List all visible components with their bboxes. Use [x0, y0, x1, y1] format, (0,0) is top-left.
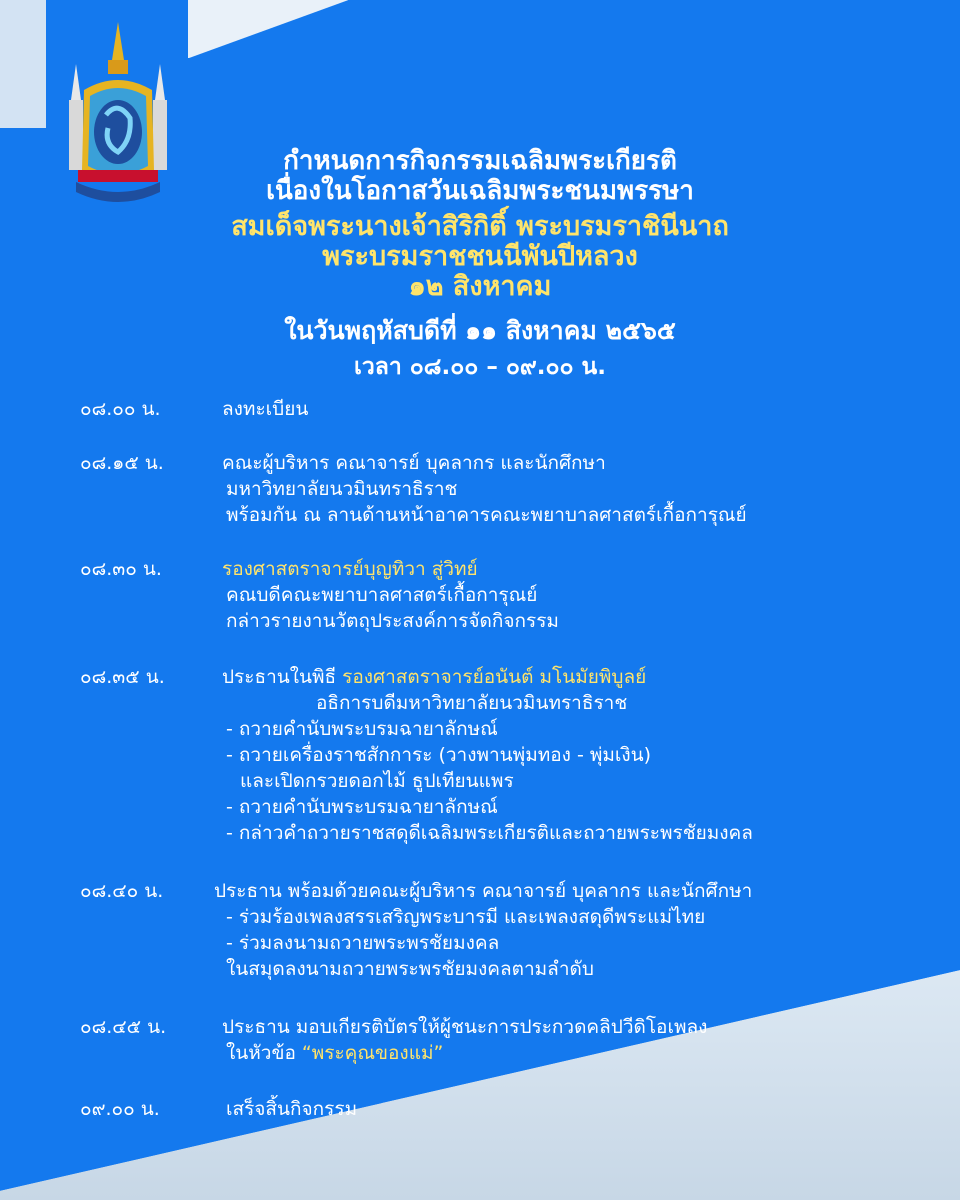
- title-line-4: พระบรมราชชนนีพันปีหลวง: [322, 241, 638, 272]
- schedule-time: ๐๘.๓๐ น.: [80, 558, 162, 580]
- schedule-president: รองศาสตราจารย์อนันต์ มโนมัยพิบูลย์: [342, 666, 647, 688]
- song-title: “พระคุณของแม่”: [301, 1042, 444, 1064]
- schedule-time: ๐๘.๐๐ น.: [80, 398, 161, 420]
- schedule-text: ประธาน มอบเกียรติบัตรให้ผู้ชนะการประกวดคลิปวีดิโอเพลง: [222, 1016, 708, 1038]
- schedule-text: - ถวายคำนับพระบรมฉายาลักษณ์: [226, 796, 498, 818]
- sky-corner-right: [188, 0, 348, 58]
- schedule-text: พร้อมกัน ณ ลานด้านหน้าอาคารคณะพยาบาลศาสตร์เกื้อการุณย์: [226, 504, 747, 526]
- schedule-text: ประธาน พร้อมด้วยคณะผู้บริหาร คณาจารย์ บุคลากร และนักศึกษา: [214, 880, 753, 902]
- schedule-text: - ร่วมร้องเพลงสรรเสริญพระบารมี และเพลงสดุดีพระแม่ไทย: [226, 906, 706, 928]
- sky-corner-left: [0, 0, 46, 128]
- event-time: เวลา ๐๘.๐๐ – ๐๙.๐๐ น.: [353, 354, 607, 380]
- event-date: ในวันพฤหัสบดีที่ ๑๑ สิงหาคม ๒๕๖๕: [284, 316, 676, 345]
- schedule-text: และเปิดกรวยดอกไม้ ธูปเทียนแพร: [240, 770, 514, 792]
- schedule-text: ลงทะเบียน: [222, 398, 309, 420]
- schedule-text: คณะผู้บริหาร คณาจารย์ บุคลากร และนักศึกษา: [222, 452, 606, 474]
- schedule-speaker: รองศาสตราจารย์บุญทิวา สู่วิทย์: [222, 558, 478, 580]
- schedule-time: ๐๙.๐๐ น.: [80, 1098, 160, 1120]
- schedule-text: ในสมุดลงนามถวายพระพรชัยมงคลตามลำดับ: [226, 958, 594, 980]
- schedule-text: ประธานในพิธี รองศาสตราจารย์อนันต์ มโนมัยพิบูลย์: [222, 666, 647, 688]
- schedule-time: ๐๘.๔๕ น.: [80, 1016, 167, 1038]
- schedule-text: มหาวิทยาลัยนวมินทราธิราช: [226, 478, 458, 500]
- title-line-1: กำหนดการกิจกรรมเฉลิมพระเกียรติ: [283, 146, 677, 176]
- schedule-text: - กล่าวคำถวายราชสดุดีเฉลิมพระเกียรติและถวายพระพรชัยมงคล: [226, 822, 753, 844]
- schedule-text: ในหัวข้อ “พระคุณของแม่”: [226, 1042, 444, 1064]
- schedule-text: คณบดีคณะพยาบาลศาสตร์เกื้อการุณย์: [226, 584, 538, 606]
- schedule-time: ๐๘.๔๐ น.: [80, 880, 164, 902]
- schedule-text: กล่าวรายงานวัตถุประสงค์การจัดกิจกรรม: [226, 610, 559, 632]
- schedule-time: ๐๘.๓๕ น.: [80, 666, 165, 688]
- title-line-3: สมเด็จพระนางเจ้าสิริกิติ์ พระบรมราชินีนาถ: [231, 211, 729, 242]
- title-line-5: ๑๒ สิงหาคม: [408, 271, 552, 302]
- schedule-time: ๐๘.๑๕ น.: [80, 452, 164, 474]
- schedule-text: - ร่วมลงนามถวายพระพรชัยมงคล: [226, 932, 500, 954]
- schedule-text: อธิการบดีมหาวิทยาลัยนวมินทราธิราช: [316, 692, 628, 714]
- schedule-text: - ถวายคำนับพระบรมฉายาลักษณ์: [226, 718, 498, 740]
- schedule-text: เสร็จสิ้นกิจกรรม: [226, 1098, 358, 1120]
- schedule-text: - ถวายเครื่องราชสักการะ (วางพานพุ่มทอง - พุ่มเงิน): [226, 744, 652, 766]
- title-line-2: เนื่องในโอกาสวันเฉลิมพระชนมพรรษา: [266, 176, 694, 206]
